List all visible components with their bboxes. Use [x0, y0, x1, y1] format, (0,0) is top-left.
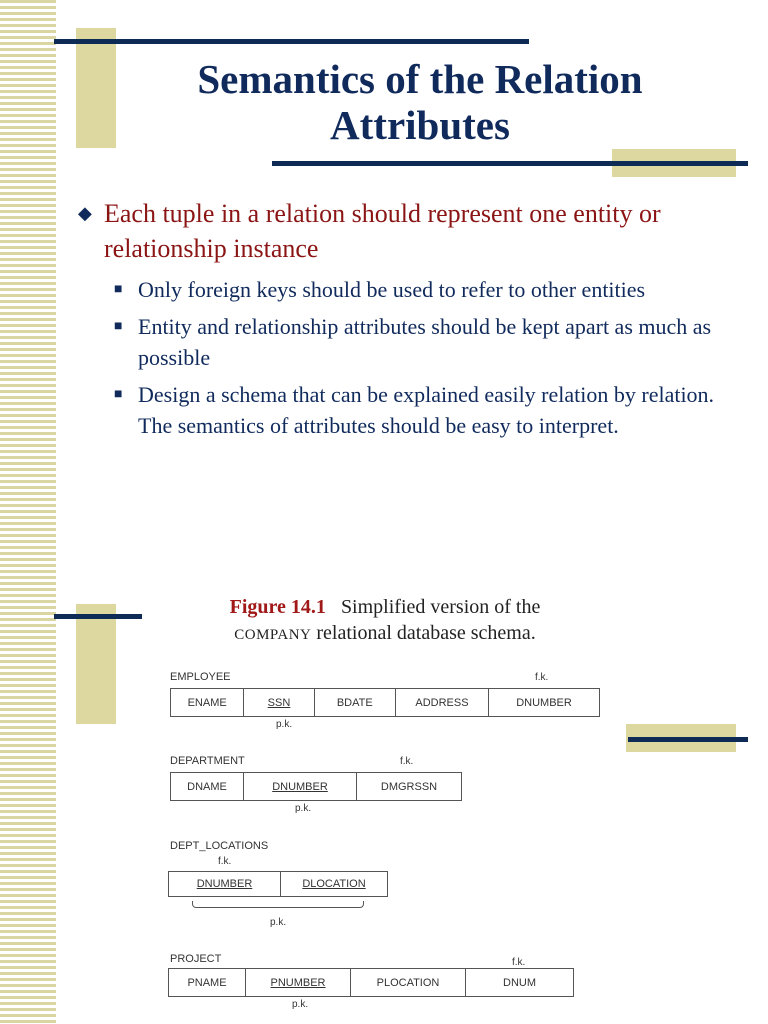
- attribute-cell: BDATE: [314, 689, 395, 716]
- attribute-cell: PLOCATION: [350, 969, 465, 996]
- pk-label: p.k.: [292, 999, 309, 1010]
- sub-bullet: [70, 311, 740, 373]
- attribute-cell: DMGRSSN: [356, 773, 461, 800]
- attribute-cell: DNAME: [187, 780, 227, 793]
- top-accent-bar: [54, 39, 529, 44]
- pk-label: p.k.: [295, 803, 312, 814]
- figure-number: Figure 14.1: [229, 596, 326, 618]
- right-mid-accent-bar: [628, 737, 748, 742]
- caption-part-2: relational database schema.: [316, 622, 536, 644]
- relation-name: EMPLOYEE: [170, 671, 231, 683]
- sub-bullet: [70, 274, 740, 305]
- left-mid-accent-bar: [54, 614, 142, 619]
- diamond-bullet-icon: ◆: [78, 203, 92, 223]
- relation-table: [170, 688, 600, 717]
- sub-bullet-text: Entity and relationship attributes should be kept apart as much as possible: [138, 314, 712, 370]
- sub-bullet-text: Only foreign keys should be used to refer to other entities: [138, 277, 646, 302]
- attribute-cell: DNUMBER: [243, 773, 356, 800]
- sub-bullet: [70, 379, 740, 441]
- attribute-cell: DLOCATION: [280, 872, 387, 896]
- top-accent-block: [76, 28, 116, 148]
- square-bullet-icon: ■: [114, 282, 123, 297]
- square-bullet-icon: ■: [114, 319, 123, 334]
- relation-name: PROJECT: [170, 953, 222, 965]
- fk-label: f.k.: [218, 856, 232, 867]
- caption-company: COMPANY: [234, 627, 312, 643]
- attribute-cell: ENAME: [187, 696, 227, 709]
- attribute-cell: SSN: [243, 689, 313, 716]
- pk-brace: [192, 901, 364, 908]
- main-bullet-text: Each tuple in a relation should represent one entity or relationship instance: [104, 199, 661, 263]
- attribute-cell: PNUMBER: [245, 969, 350, 996]
- relation-table: [168, 968, 574, 997]
- left-stripe-decoration: [0, 0, 56, 1024]
- title-line-2: Attributes: [330, 102, 510, 148]
- caption-part-1: Simplified version of the: [340, 596, 541, 618]
- square-bullet-icon: ■: [114, 387, 123, 402]
- title-line-1: Semantics of the Relation: [197, 56, 643, 102]
- pk-label: p.k.: [270, 917, 287, 928]
- relation-table: [170, 772, 462, 801]
- pk-label: p.k.: [276, 719, 293, 730]
- fk-label: f.k.: [535, 672, 549, 683]
- relation-name: DEPT_LOCATIONS: [170, 840, 269, 852]
- relation-table: [168, 871, 388, 897]
- attribute-cell: DNUM: [465, 969, 573, 996]
- figure-caption: [150, 594, 620, 648]
- bullet-list: [70, 196, 740, 441]
- sub-bullet-text: Design a schema that can be explained easily relation by relation. The semantics of attributes should be easy to interpret.: [138, 382, 715, 438]
- attribute-cell: PNAME: [187, 976, 227, 989]
- fk-label: f.k.: [512, 957, 526, 968]
- main-bullet: [70, 196, 740, 266]
- attribute-cell: DNUMBER: [488, 689, 599, 716]
- fk-label: f.k.: [400, 756, 414, 767]
- left-mid-accent-block: [76, 604, 116, 724]
- attribute-cell: DNUMBER: [196, 878, 253, 890]
- slide-title: [120, 56, 720, 148]
- relation-name: DEPARTMENT: [170, 755, 245, 767]
- title-accent-bar: [272, 161, 748, 166]
- attribute-cell: ADDRESS: [395, 689, 488, 716]
